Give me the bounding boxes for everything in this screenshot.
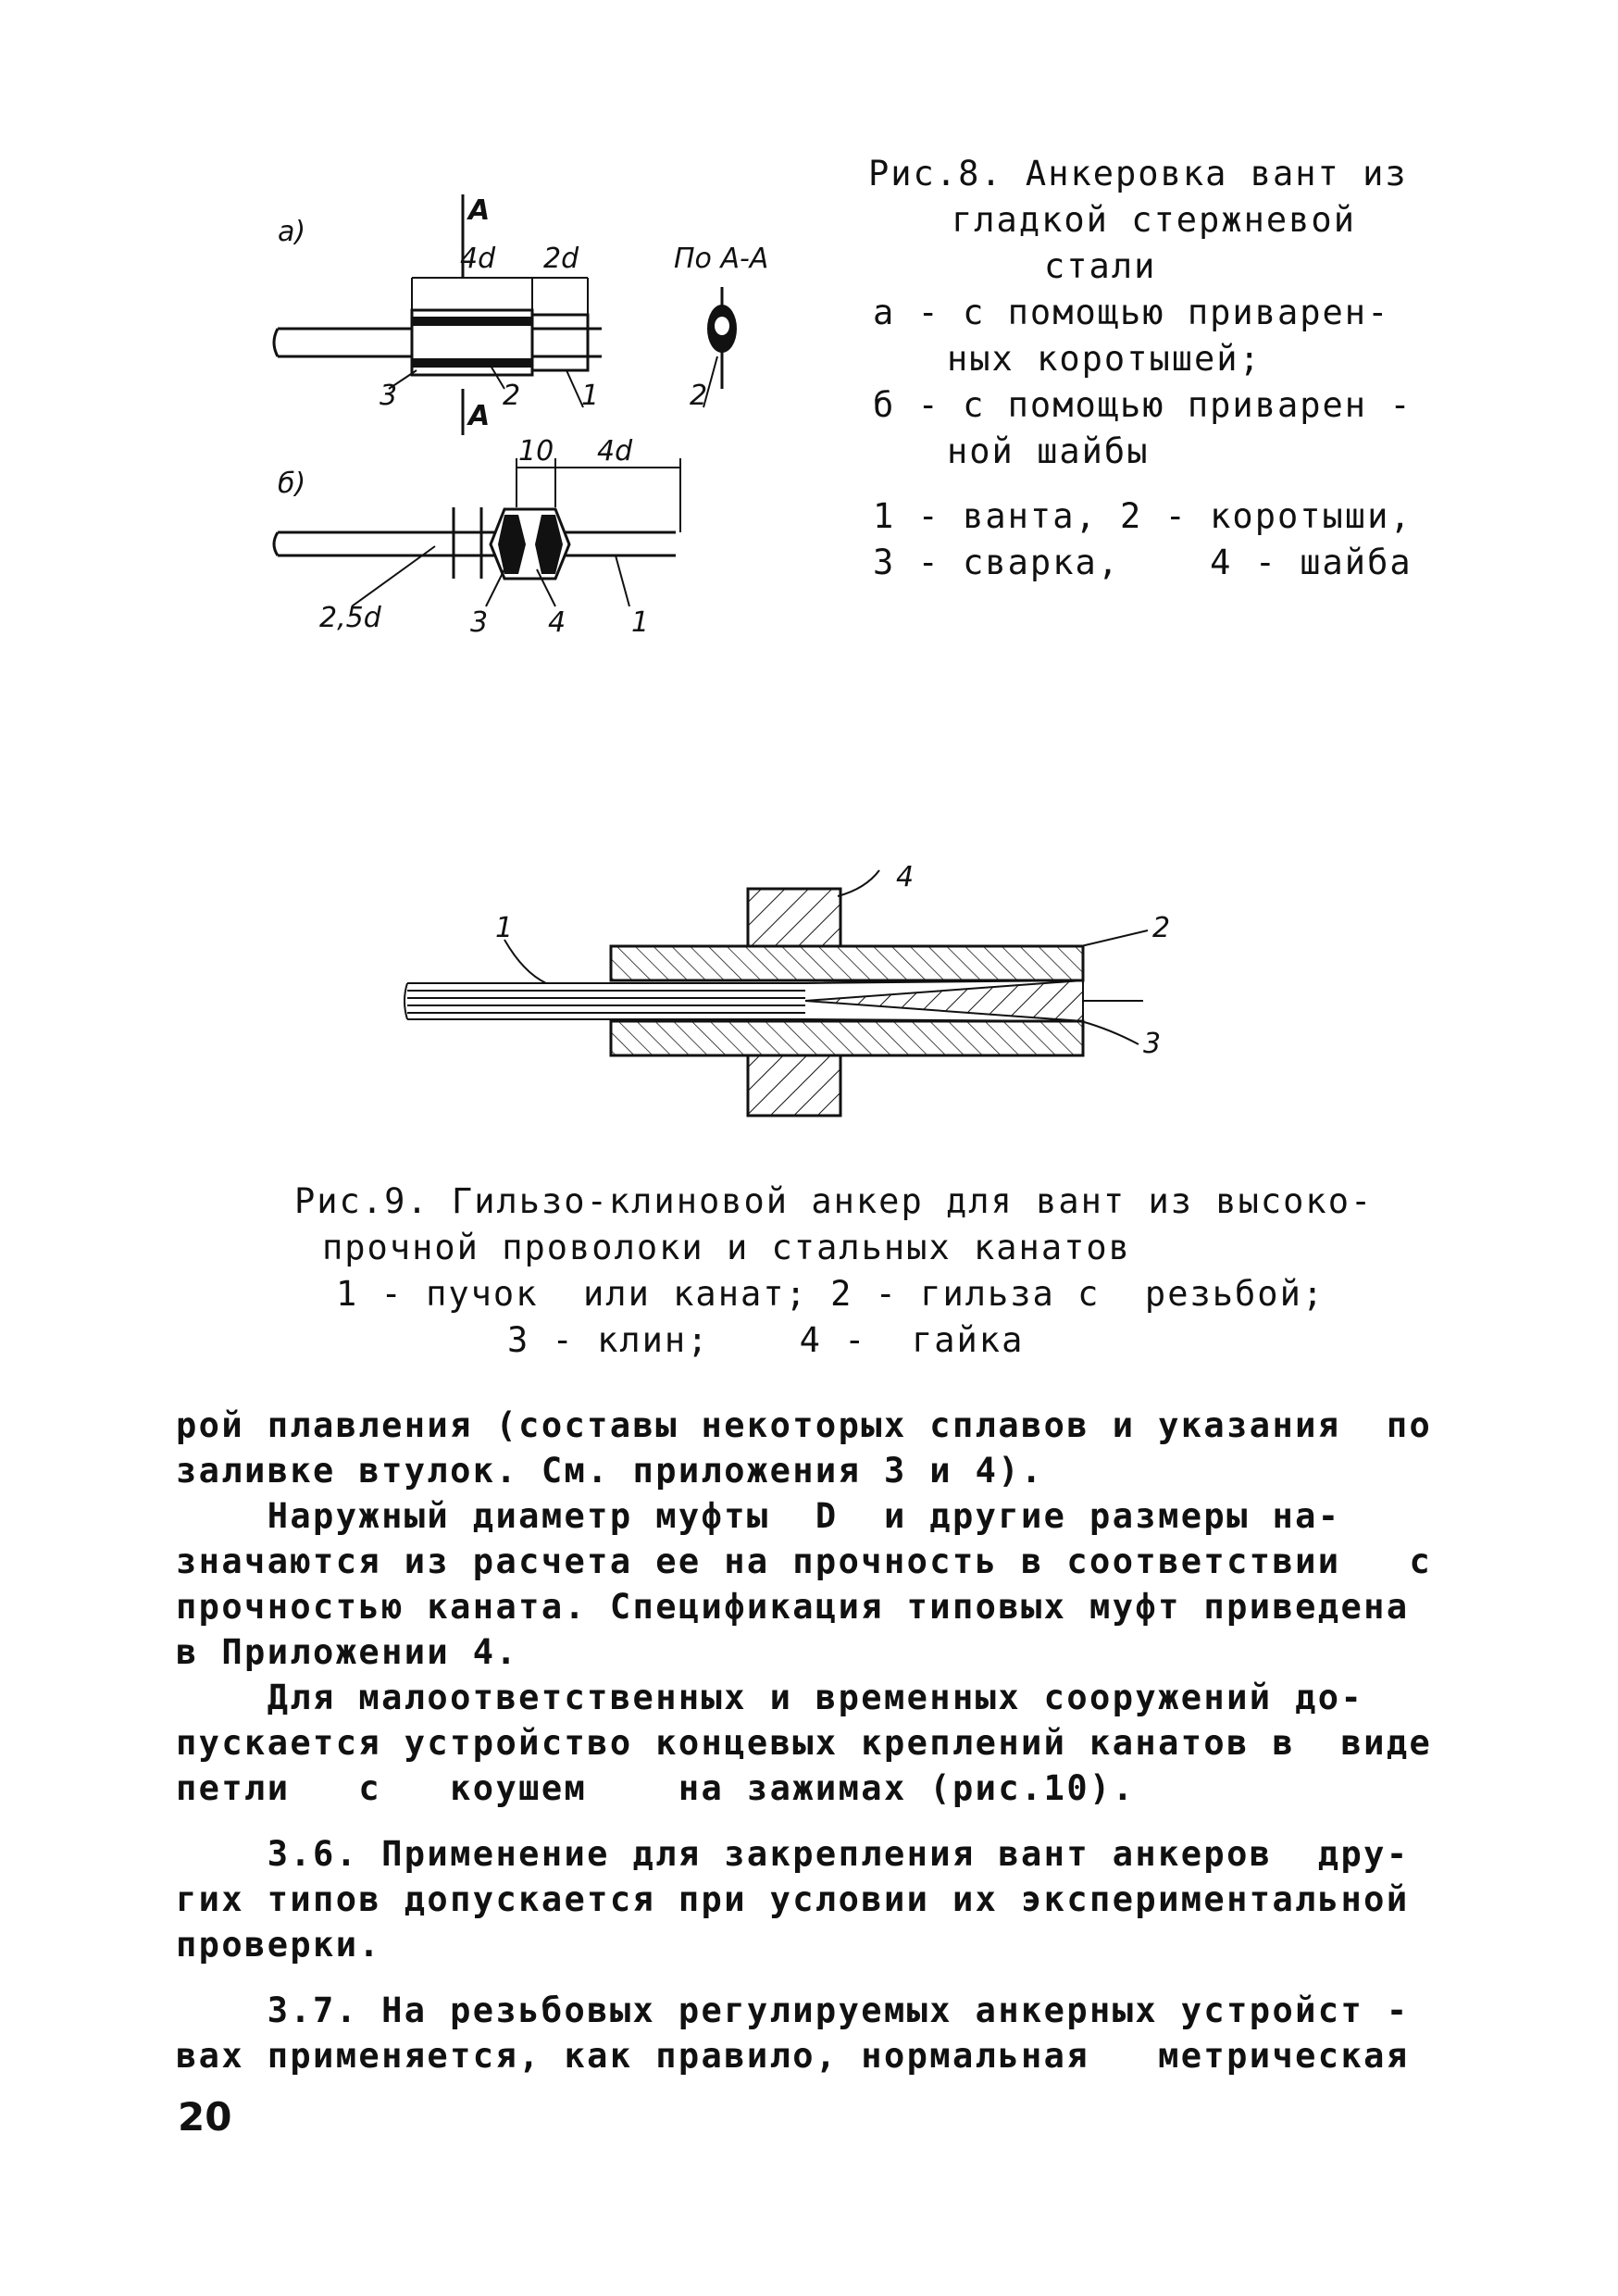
fig8-dim-10: 10 bbox=[518, 435, 554, 468]
fig9-label-4: 4 bbox=[896, 861, 915, 893]
body-line: проверки. bbox=[176, 1925, 382, 1965]
fig9-caption-line: прочной проволоки и стальных канатов bbox=[322, 1228, 1131, 1267]
fig9-strand bbox=[407, 983, 805, 1019]
body-line: петли с коушем на зажимах (рис.10). bbox=[176, 1768, 1136, 1808]
fig8-a-label-3: 3 bbox=[380, 380, 398, 412]
fig9-caption-title: Рис.9. Гильзо-клиновой анкер для вант из высоко- bbox=[294, 1181, 1374, 1221]
fig8-label-b: б) bbox=[278, 468, 306, 500]
fig8-label-a: а) bbox=[278, 216, 306, 248]
body-line: значаются из расчета ее на прочность в соответствии с bbox=[176, 1541, 1433, 1581]
fig8-section-a-bottom: А bbox=[468, 400, 491, 432]
fig8-section-title: По А-А bbox=[674, 243, 769, 275]
fig8-caption-line: б - с помощью приварен - bbox=[873, 385, 1413, 425]
body-line: пускается устройство концевых креплений канатов в виде bbox=[176, 1723, 1433, 1763]
fig8-caption-line: а - с помощью приварен- bbox=[873, 293, 1390, 332]
fig8-legend-line: 1 - ванта, 2 - коротыши, bbox=[873, 496, 1413, 536]
fig8-section-label-2: 2 bbox=[690, 380, 708, 412]
body-line: прочностью каната. Спецификация типовых муфт приведена bbox=[176, 1587, 1410, 1627]
fig8-a-label-2: 2 bbox=[503, 380, 521, 412]
body-line: заливке втулок. См. приложения 3 и 4). bbox=[176, 1451, 1044, 1491]
fig9-label-1: 1 bbox=[495, 912, 514, 944]
page-number: 20 bbox=[178, 2094, 232, 2140]
fig8-a-label-1: 1 bbox=[581, 380, 600, 412]
body-line: вах применяется, как правило, нормальная метрическая bbox=[176, 2036, 1410, 2076]
body-line: Наружный диаметр муфты D и другие размеры на- bbox=[176, 1496, 1341, 1536]
body-line: в Приложении 4. bbox=[176, 1632, 519, 1672]
body-line: гих типов допускается при условии их экспериментальной bbox=[176, 1879, 1410, 1919]
fig8-dim-4d: 4d bbox=[460, 243, 496, 275]
fig9-wedge bbox=[805, 980, 1083, 1021]
fig8-caption-line: стали bbox=[1044, 246, 1157, 286]
fig9-label-2: 2 bbox=[1152, 912, 1171, 944]
fig8-caption-line: гладкой стержневой bbox=[952, 200, 1356, 240]
fig8-dim-4d-b: 4d bbox=[597, 435, 633, 468]
fig9-legend-line: 3 - клин; 4 - гайка bbox=[507, 1320, 1025, 1360]
fig8-dim-2d: 2d bbox=[543, 243, 579, 275]
fig8-legend-line: 3 - сварка, 4 - шайба bbox=[873, 543, 1413, 582]
body-line: 3.7. На резьбовых регулируемых анкерных устройст - bbox=[176, 1990, 1410, 2030]
fig9-legend-line: 1 - пучок или канат; 2 - гильза с резьбой; bbox=[336, 1274, 1326, 1314]
fig8-b-label-4: 4 bbox=[548, 606, 566, 639]
body-text bbox=[176, 1403, 1432, 2078]
fig8-caption-title: Рис.8. Анкеровка вант из bbox=[868, 154, 1408, 193]
body-line: Для малоответственных и временных сооружений до- bbox=[176, 1678, 1364, 1717]
fig9-nut bbox=[748, 889, 840, 946]
fig8-caption-line: ной шайбы bbox=[947, 431, 1150, 471]
fig8-b-label-3: 3 bbox=[470, 606, 489, 639]
body-line: 3.6. Применение для закрепления вант анкеров дру- bbox=[176, 1834, 1410, 1874]
fig8-section-a-top: А bbox=[468, 194, 491, 227]
fig8-dim-25d: 2,5d bbox=[319, 602, 381, 634]
fig8-b-label-1: 1 bbox=[631, 606, 650, 639]
fig9-label-3: 3 bbox=[1143, 1028, 1162, 1060]
fig8-caption-line: ных коротышей; bbox=[947, 339, 1262, 379]
body-line: рой плавления (составы некоторых сплавов и указания по bbox=[176, 1405, 1433, 1445]
fig9-sleeve bbox=[611, 946, 1083, 980]
